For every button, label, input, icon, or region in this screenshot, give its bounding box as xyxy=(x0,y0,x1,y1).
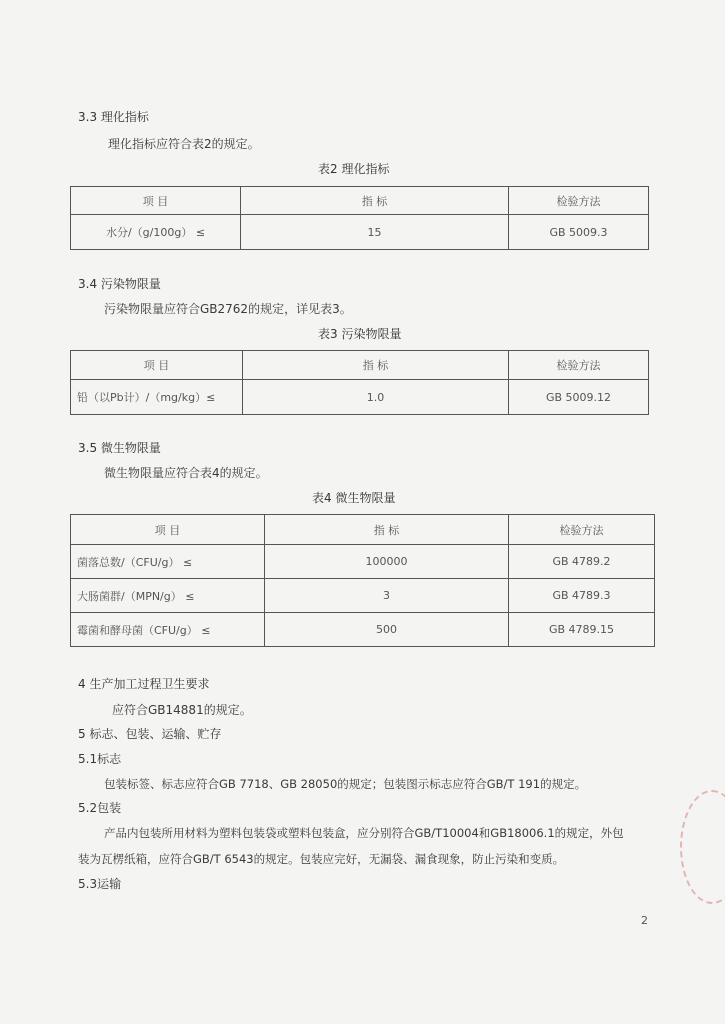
table3-header-item: 项 目 xyxy=(71,351,243,380)
table4-cell-method: GB 4789.3 xyxy=(509,579,655,613)
table-row xyxy=(71,380,649,415)
table4 xyxy=(70,514,655,647)
table2 xyxy=(70,186,649,250)
table4-header-item: 项 目 xyxy=(71,515,265,545)
table2-cell-value: 15 xyxy=(241,215,509,250)
table3-header-row xyxy=(71,351,649,380)
table3-cell-method: GB 5009.12 xyxy=(509,380,649,415)
section-4-heading: 4 生产加工过程卫生要求 xyxy=(78,677,210,691)
table3-header-value: 指 标 xyxy=(243,351,509,380)
table2-header-method: 检验方法 xyxy=(509,187,649,215)
section-5-1-heading: 5.1标志 xyxy=(78,752,122,766)
section-5-2-heading: 5.2包装 xyxy=(78,801,122,815)
table2-header-value: 指 标 xyxy=(241,187,509,215)
table4-caption: 表4 微生物限量 xyxy=(312,491,396,505)
table3-cell-item: 铅（以Pb计）/（mg/kg）≤ xyxy=(71,380,243,415)
table4-cell-value: 3 xyxy=(265,579,509,613)
table4-cell-value: 500 xyxy=(265,613,509,647)
section-3-3-text: 理化指标应符合表2的规定。 xyxy=(108,137,260,151)
table4-header-row xyxy=(71,515,655,545)
table-row xyxy=(71,579,655,613)
section-3-3-heading: 3.3 理化指标 xyxy=(78,110,149,124)
table-row xyxy=(71,613,655,647)
table-row xyxy=(71,545,655,579)
section-5-3-heading: 5.3运输 xyxy=(78,877,122,891)
table4-header-value: 指 标 xyxy=(265,515,509,545)
seal-stamp xyxy=(680,790,725,904)
section-4-text: 应符合GB14881的规定。 xyxy=(112,703,252,717)
table2-header-item: 项 目 xyxy=(71,187,241,215)
table2-cell-item: 水分/（g/100g） ≤ xyxy=(71,215,241,250)
section-5-heading: 5 标志、包装、运输、贮存 xyxy=(78,727,222,741)
table3 xyxy=(70,350,649,415)
page-number: 2 xyxy=(641,914,648,927)
table4-cell-method: GB 4789.2 xyxy=(509,545,655,579)
table4-cell-method: GB 4789.15 xyxy=(509,613,655,647)
section-5-2-text-line1: 产品内包装所用材料为塑料包装袋或塑料包装盒，应分别符合GB/T10004和GB18006.1的规定，外包 xyxy=(104,826,624,840)
section-3-5-heading: 3.5 微生物限量 xyxy=(78,441,161,455)
table3-cell-value: 1.0 xyxy=(243,380,509,415)
table3-header-method: 检验方法 xyxy=(509,351,649,380)
table4-cell-item: 大肠菌群/（MPN/g） ≤ xyxy=(71,579,265,613)
table2-cell-method: GB 5009.3 xyxy=(509,215,649,250)
table-row xyxy=(71,215,649,250)
section-3-4-text: 污染物限量应符合GB2762的规定，详见表3。 xyxy=(104,302,352,316)
section-5-2-text-line2: 装为瓦楞纸箱，应符合GB/T 6543的规定。包装应完好，无漏袋、漏食现象，防止污染和变质。 xyxy=(78,852,565,866)
section-3-5-text: 微生物限量应符合表4的规定。 xyxy=(104,466,268,480)
table3-caption: 表3 污染物限量 xyxy=(318,327,402,341)
table4-header-method: 检验方法 xyxy=(509,515,655,545)
table4-cell-item: 霉菌和酵母菌（CFU/g） ≤ xyxy=(71,613,265,647)
section-5-1-text: 包装标签、标志应符合GB 7718、GB 28050的规定；包装图示标志应符合GB/T 191的规定。 xyxy=(104,777,587,791)
table2-caption: 表2 理化指标 xyxy=(318,162,390,176)
table4-cell-value: 100000 xyxy=(265,545,509,579)
section-3-4-heading: 3.4 污染物限量 xyxy=(78,277,161,291)
table4-cell-item: 菌落总数/（CFU/g） ≤ xyxy=(71,545,265,579)
table2-header-row xyxy=(71,187,649,215)
